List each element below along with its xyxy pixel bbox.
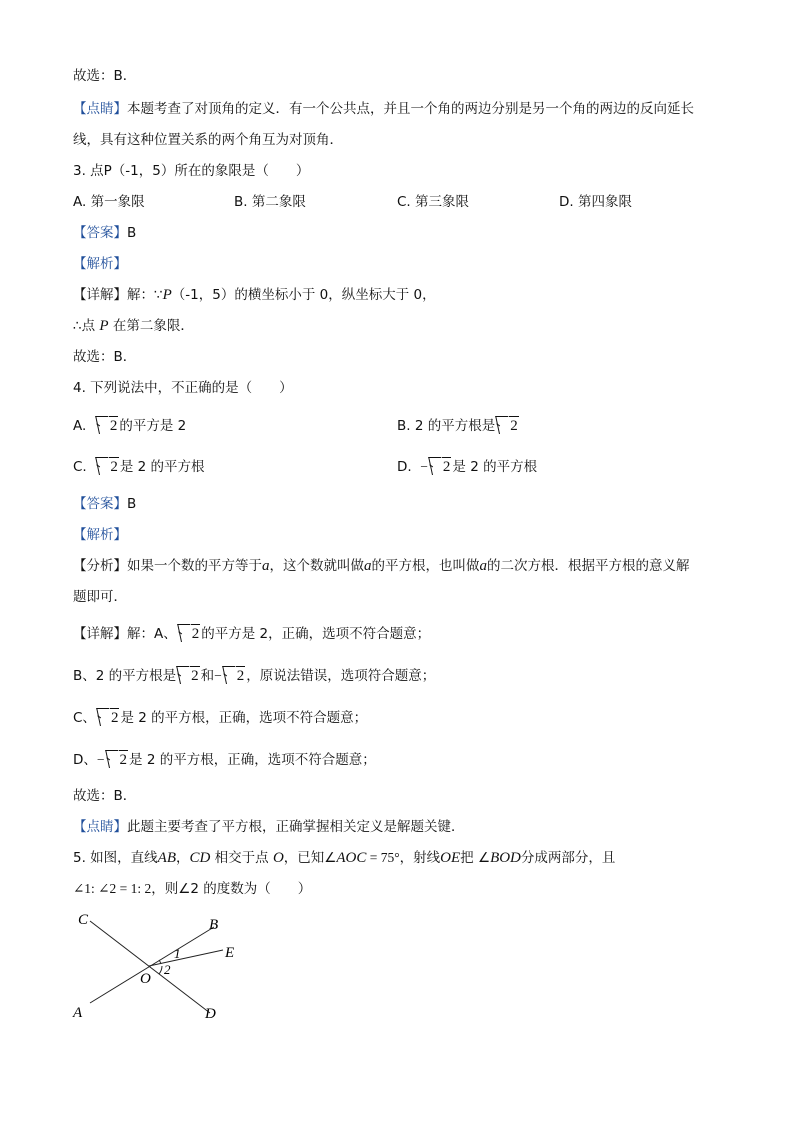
label-a: A <box>73 1005 83 1021</box>
stem-text: 分成两部分，且 <box>520 850 616 866</box>
var-a: a <box>262 558 270 574</box>
detail-text: ，原说法错误，选项符合题意； <box>246 668 436 684</box>
radicand: 2 <box>191 668 199 684</box>
option-text: 的平方是 2 <box>119 418 187 434</box>
q3-option-c: C. 第三象限 <box>397 194 470 210</box>
stem-text: ， <box>176 850 190 866</box>
radicand: 2 <box>236 668 245 684</box>
q4-fenxi-line-1 <box>73 557 690 575</box>
fenxi-text: 如果一个数的平方等于 <box>127 558 262 574</box>
detail-text: 解：A、 <box>127 626 177 642</box>
fenxi-text: 的平方根，也叫做 <box>371 558 480 574</box>
sqrt-symbol <box>106 750 129 769</box>
sqrt-symbol <box>96 457 119 476</box>
geometry-figure <box>60 905 260 1030</box>
detail-tag: 【详解】 <box>73 626 127 642</box>
sqrt-symbol <box>96 416 119 435</box>
q4-option-b <box>397 416 520 435</box>
answer-tag: 【答案】 <box>73 496 127 512</box>
stem-text: 把 ∠ <box>460 850 491 866</box>
q4-dianjing <box>73 818 465 836</box>
fenxi-text: ，这个数就叫做 <box>269 558 364 574</box>
sqrt-symbol <box>496 416 519 435</box>
detail-text: 在第二象限． <box>108 318 194 334</box>
angle-aoc: AOC <box>336 850 367 866</box>
option-prefix: D. <box>397 459 412 475</box>
q3-analysis-tag: 【解析】 <box>73 256 127 272</box>
minus-sign: − <box>214 668 222 683</box>
question-4-stem: 4. 下列说法中，不正确的是（ ） <box>73 380 293 396</box>
option-prefix: A. <box>73 418 87 434</box>
var-p: P <box>99 318 109 334</box>
label-b: B <box>209 917 219 933</box>
stem-text: 相交于点 <box>210 850 273 866</box>
q3-conclusion: 故选：B． <box>73 349 137 365</box>
label-c: C <box>78 912 89 928</box>
option-text: 是 2 的平方根 <box>452 459 538 475</box>
label-angle-2: 2 <box>164 962 171 977</box>
answer-value: B <box>127 496 137 512</box>
ray-oe <box>149 950 223 966</box>
sqrt-symbol <box>178 624 201 643</box>
var-a: a <box>479 558 487 574</box>
q3-option-b: B. 第二象限 <box>234 194 306 210</box>
angle-value: = 75° <box>366 850 400 865</box>
q4-analysis-tag: 【解析】 <box>73 527 127 543</box>
q4-answer <box>73 495 136 513</box>
q4-detail-a <box>73 624 430 643</box>
radicand: 2 <box>110 710 119 726</box>
ray-oe: OE <box>440 850 461 866</box>
detail-text: ∴点 <box>73 318 100 334</box>
detail-text: 解：∵ <box>127 287 163 303</box>
answer-value: B <box>127 225 137 241</box>
radicand: 2 <box>442 459 451 475</box>
q4-option-a <box>73 416 186 435</box>
sqrt-symbol <box>97 708 120 727</box>
question-5-stem-line-1 <box>73 849 615 867</box>
fenxi-tag: 【分析】 <box>73 558 127 574</box>
q3-detail-line-1 <box>73 286 436 304</box>
q4-detail-b <box>73 666 435 685</box>
dianjing-text: 此题主要考查了平方根，正确掌握相关定义是解题关键． <box>127 819 465 835</box>
ratio-expression: ∠1: ∠2 = 1: 2 <box>73 881 152 896</box>
sqrt-symbol <box>429 457 452 476</box>
label-o: O <box>140 971 151 987</box>
detail-text: B、2 的平方根是 <box>73 668 177 684</box>
stem-text: 5. 如图，直线 <box>73 850 158 866</box>
var-a: a <box>364 558 372 574</box>
stem-text: ，则∠2 的度数为（ ） <box>151 881 312 897</box>
q3-option-a: A. 第一象限 <box>73 194 145 210</box>
text-line: 故选：B． <box>73 68 137 84</box>
sqrt-symbol <box>177 666 200 685</box>
q4-conclusion: 故选：B． <box>73 788 137 804</box>
sqrt-symbol <box>223 666 246 685</box>
radicand: 2 <box>109 418 118 434</box>
line-cd: CD <box>189 850 211 866</box>
detail-text: D、 <box>73 752 97 768</box>
q3-answer <box>73 224 136 242</box>
q4-detail-d <box>73 750 376 769</box>
option-text: 是 2 的平方根 <box>119 459 205 475</box>
q4-fenxi-line-2: 题即可． <box>73 589 127 605</box>
dianjing-tag: 【点睛】 <box>73 101 127 117</box>
q3-option-d: D. 第四象限 <box>559 194 632 210</box>
label-e: E <box>225 945 235 961</box>
q4-option-d <box>397 457 537 476</box>
detail-text: 的平方是 2，正确，选项不符合题意； <box>201 626 431 642</box>
radicand: 2 <box>191 626 200 642</box>
text-line: 线，具有这种位置关系的两个角互为对顶角． <box>73 132 343 148</box>
fenxi-text: 的二次方根．根据平方根的意义解 <box>487 558 690 574</box>
radicand: 2 <box>110 459 118 475</box>
detail-text: 和 <box>200 668 215 684</box>
detail-text: 是 2 的平方根，正确，选项不符合题意； <box>129 752 376 768</box>
label-angle-1: 1 <box>174 946 181 961</box>
angle-2-arc <box>159 966 162 974</box>
angle-bod: BOD <box>490 850 521 866</box>
radicand: 2 <box>510 418 518 434</box>
q4-option-c <box>73 457 204 476</box>
detail-text: 是 2 的平方根，正确，选项不符合题意； <box>120 710 368 726</box>
dianjing-text: 本题考查了对顶角的定义．有一个公共点，并且一个角的两边分别是另一个角的两边的反向延长 <box>127 101 694 117</box>
option-prefix: C. <box>73 459 87 475</box>
var-p: P <box>162 287 172 303</box>
detail-tag: 【详解】 <box>73 287 127 303</box>
text-line <box>73 100 694 118</box>
question-3-stem: 3. 点P（-1，5）所在的象限是（ ） <box>73 163 310 179</box>
point-o: O <box>272 850 284 866</box>
label-d: D <box>205 1006 216 1022</box>
minus-sign: − <box>96 752 105 767</box>
line-cd <box>90 921 210 1013</box>
q3-detail-line-2 <box>73 317 194 335</box>
q4-detail-c <box>73 708 367 727</box>
answer-tag: 【答案】 <box>73 225 127 241</box>
radicand: 2 <box>119 752 128 768</box>
dianjing-tag: 【点睛】 <box>73 819 127 835</box>
stem-text: ，射线 <box>399 850 441 866</box>
line-ab: AB <box>157 850 176 866</box>
detail-text: （-1，5）的横坐标小于 0，纵坐标大于 0， <box>171 287 436 303</box>
stem-text: ，已知∠ <box>283 850 337 866</box>
option-text: B. 2 的平方根是 <box>397 418 496 434</box>
minus-sign: − <box>420 459 428 474</box>
question-5-stem-line-2 <box>73 880 311 898</box>
detail-text: C、 <box>73 710 96 726</box>
